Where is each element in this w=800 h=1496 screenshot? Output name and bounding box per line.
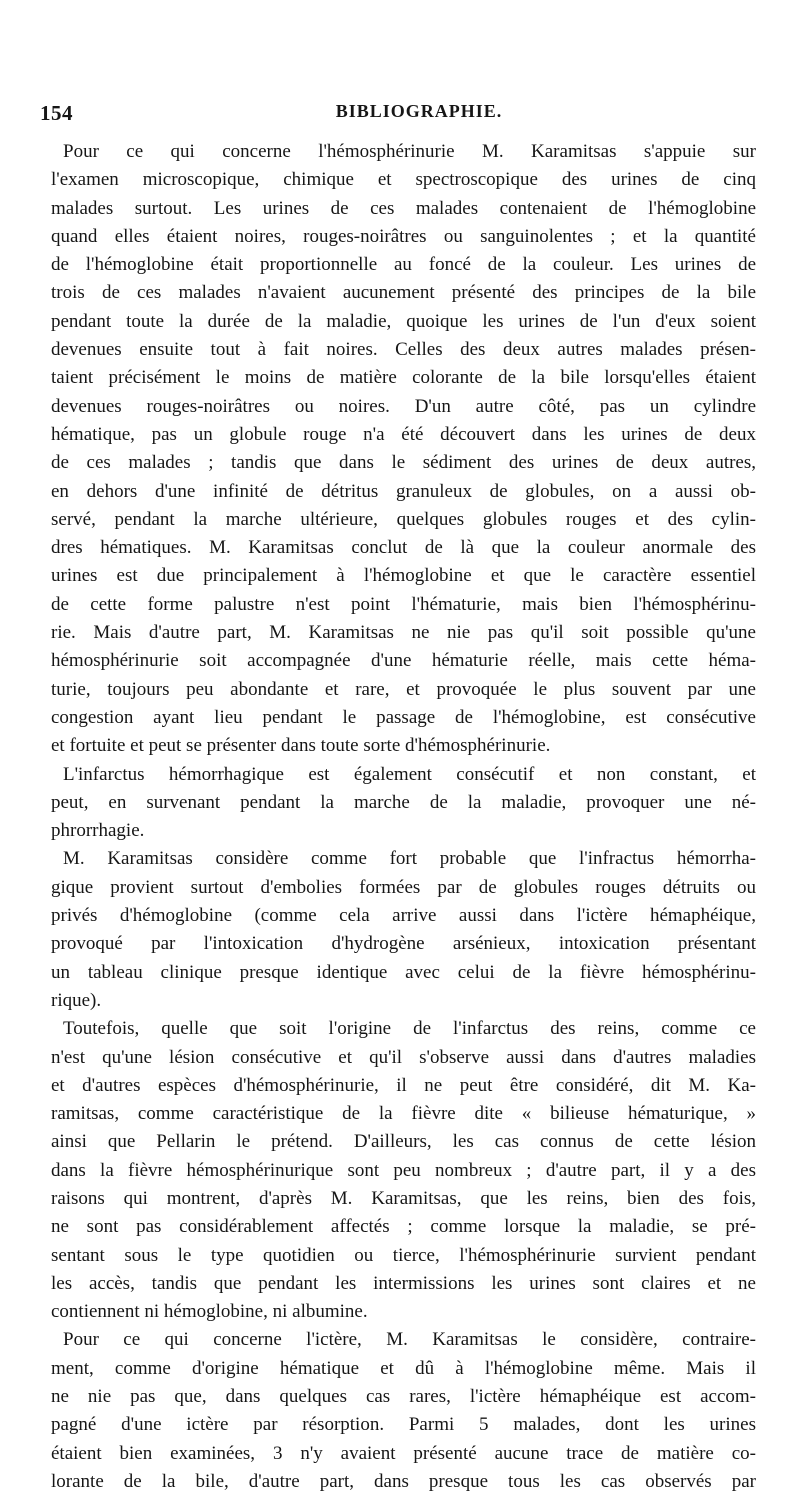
text-line: gique provient surtout d'embolies formées par de globules rouges détruits ou — [51, 876, 756, 898]
text-line: rie. Mais d'autre part, M. Karamitsas ne nie pas qu'il soit possible qu'une — [51, 622, 756, 644]
text-line: et fortuite et peut se présenter dans toute sorte d'hémosphérinurie. — [51, 735, 551, 757]
body-text — [51, 138, 756, 1496]
text-line: congestion ayant lieu pendant le passage de l'hémoglobine, est consécutive — [51, 706, 756, 728]
text-line: malades surtout. Les urines de ces malades contenaient de l'hémoglobine — [51, 197, 756, 219]
text-line: servé, pendant la marche ultérieure, quelques globules rouges et des cylin- — [51, 508, 756, 530]
text-line: sentant sous le type quotidien ou tierce, l'hémosphérinurie survient pendant — [51, 1244, 756, 1266]
text-line: privés d'hémoglobine (comme cela arrive aussi dans l'ictère hémaphéique, — [51, 905, 756, 927]
text-line: quand elles étaient noires, rouges-noirâtres ou sanguinolentes ; et la quantité — [51, 225, 756, 247]
text-line: ne nie pas que, dans quelques cas rares, l'ictère hémaphéique est accom- — [51, 1386, 756, 1408]
text-line: en dehors d'une infinité de détritus granuleux de globules, on a aussi ob- — [51, 480, 756, 502]
text-line: L'infarctus hémorrhagique est également consécutif et non constant, et — [63, 763, 756, 785]
text-line: ne sont pas considérablement affectés ; comme lorsque la maladie, se pré- — [51, 1216, 756, 1238]
running-title: BIBLIOGRAPHIE. — [335, 101, 503, 121]
text-line: ramitsas, comme caractéristique de la fièvre dite « bilieuse hématurique, » — [51, 1103, 756, 1125]
text-line: pendant toute la durée de la maladie, quoique les urines de l'un d'eux soient — [51, 310, 756, 332]
text-line: taient précisément le moins de matière colorante de la bile lorsqu'elles étaient — [51, 367, 756, 389]
text-line: lorante de la bile, d'autre part, dans presque tous les cas observés par — [51, 1470, 756, 1492]
text-line: dres hématiques. M. Karamitsas conclut de là que la couleur anormale des — [51, 537, 756, 559]
text-line: trois de ces malades n'avaient aucunement présenté des principes de la bile — [51, 282, 756, 304]
running-head — [40, 101, 758, 131]
text-line: contiennent ni hémoglobine, ni albumine. — [51, 1301, 368, 1323]
text-line: hémosphérinurie soit accompagnée d'une hématurie réelle, mais cette héma- — [51, 650, 756, 672]
text-line: ainsi que Pellarin le prétend. D'ailleurs, les cas connus de cette lésion — [51, 1131, 756, 1153]
text-line: devenues rouges-noirâtres ou noires. D'un autre côté, pas un cylindre — [51, 395, 756, 417]
text-line: turie, toujours peu abondante et rare, et provoquée le plus souvent par une — [51, 678, 756, 700]
text-line: Toutefois, quelle que soit l'origine de l'infarctus des reins, comme ce — [63, 1018, 756, 1040]
text-line: raisons qui montrent, d'après M. Karamitsas, que les reins, bien des fois, — [51, 1187, 756, 1209]
text-line: les accès, tandis que pendant les intermissions les urines sont claires et ne — [51, 1272, 756, 1294]
text-line: rique). — [51, 989, 102, 1011]
text-line: l'examen microscopique, chimique et spectroscopique des urines de cinq — [51, 169, 756, 191]
text-line: Pour ce qui concerne l'hémosphérinurie M. Karamitsas s'appuie sur — [63, 141, 756, 162]
text-line: phrorrhagie. — [51, 820, 145, 842]
text-line: peut, en survenant pendant la marche de la maladie, provoquer une né- — [51, 791, 756, 813]
text-line: de l'hémoglobine était proportionnelle au foncé de la couleur. Les urines de — [51, 254, 756, 276]
text-line: un tableau clinique presque identique avec celui de la fièvre hémosphérinu- — [51, 961, 756, 983]
text-line: de cette forme palustre n'est point l'hématurie, mais bien l'hémosphérinu- — [51, 593, 756, 615]
text-line: provoqué par l'intoxication d'hydrogène arsénieux, intoxication présentant — [51, 933, 756, 955]
text-line: n'est qu'une lésion consécutive et qu'il s'observe aussi dans d'autres maladies — [51, 1046, 756, 1068]
text-line: Pour ce qui concerne l'ictère, M. Karamitsas le considère, contraire- — [63, 1329, 756, 1351]
text-line: pagné d'une ictère par résorption. Parmi 5 malades, dont les urines — [51, 1414, 756, 1436]
text-line: hématique, pas un globule rouge n'a été découvert dans les urines de deux — [51, 423, 756, 445]
text-line: ment, comme d'origine hématique et dû à l'hémoglobine même. Mais il — [51, 1357, 756, 1379]
text-line: dans la fièvre hémosphérinurique sont peu nombreux ; d'autre part, il y a des — [51, 1159, 756, 1181]
text-line: devenues ensuite tout à fait noires. Celles des deux autres malades présen- — [51, 339, 756, 361]
page-number: 154 — [40, 101, 73, 125]
text-line: urines est due principalement à l'hémoglobine et que le caractère essentiel — [51, 565, 756, 587]
text-line: de ces malades ; tandis que dans le sédiment des urines de deux autres, — [51, 452, 756, 474]
text-line: étaient bien examinées, 3 n'y avaient présenté aucune trace de matière co- — [51, 1442, 756, 1464]
text-line: M. Karamitsas considère comme fort probable que l'infractus hémorrha- — [63, 848, 756, 870]
text-line: et d'autres espèces d'hémosphérinurie, il ne peut être considéré, dit M. Ka- — [51, 1074, 756, 1096]
